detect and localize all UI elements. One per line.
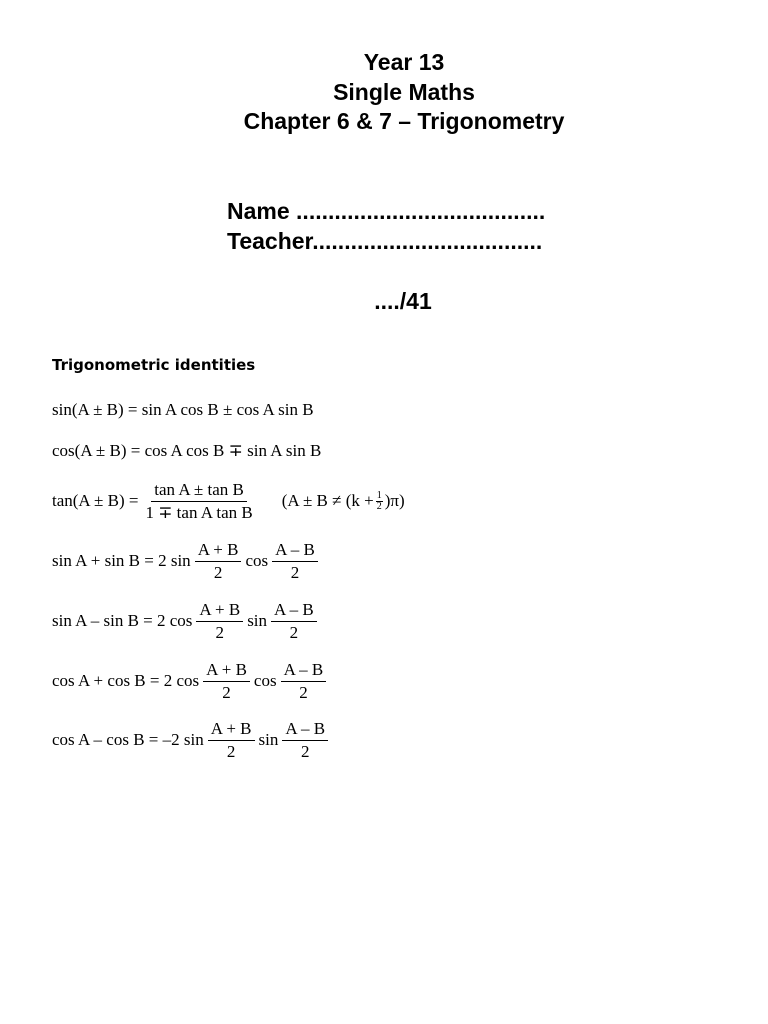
chapter-title: Chapter 6 & 7 – Trigonometry — [243, 108, 565, 134]
sinA-minus-sinB-lhs: sin A – sin B = 2 cos — [52, 611, 193, 630]
sin-compound-text: sin(A ± B) = sin A cos B ± cos A sin B — [52, 400, 314, 419]
half-diff-denominator: 2 — [299, 682, 308, 702]
half-diff-fraction — [271, 600, 317, 643]
half-sum-denominator: 2 — [215, 622, 225, 642]
cosA-minus-cosB-identity — [52, 715, 332, 765]
score-total: ..../41 — [374, 288, 432, 314]
identities-heading: Trigonometric identities — [52, 356, 256, 374]
sinA-minus-sinB-mid: sin — [247, 611, 268, 630]
half-sum-fraction — [203, 660, 250, 703]
teacher-field: Teacher.................................... — [227, 228, 543, 254]
half-sum-fraction — [208, 719, 255, 762]
tan-condition-half — [376, 491, 383, 512]
half-sum-fraction — [196, 600, 243, 643]
cosA-plus-cosB-mid: cos — [253, 671, 277, 690]
cos-compound-text: cos(A ± B) = cos A cos B ∓ sin A sin B — [52, 441, 322, 460]
tan-condition-pre: (A ± B ≠ (k + — [281, 491, 374, 510]
tan-compound-denominator: 1 ∓ tan A tan B — [145, 502, 253, 522]
half-diff-numerator: A – B — [281, 660, 327, 682]
year-title: Year 13 — [363, 49, 445, 75]
half-sum-denominator: 2 — [226, 741, 236, 761]
cosA-plus-cosB-identity — [52, 656, 330, 706]
sinA-plus-sinB-identity — [52, 536, 322, 586]
half-sum-denominator: 2 — [222, 682, 231, 702]
half-sum-numerator: A + B — [196, 600, 243, 622]
half-numerator: 1 — [376, 489, 382, 501]
half-diff-denominator: 2 — [300, 741, 310, 761]
sinA-minus-sinB-identity — [52, 596, 321, 646]
half-diff-denominator: 2 — [289, 622, 299, 642]
tan-compound-numerator: tan A ± tan B — [151, 480, 247, 502]
half-sum-numerator: A + B — [208, 719, 255, 741]
sin-compound-identity — [52, 398, 314, 422]
tan-compound-fraction — [142, 480, 255, 523]
half-diff-fraction — [282, 719, 328, 762]
tan-compound-identity — [52, 476, 405, 526]
cosA-plus-cosB-lhs: cos A + cos B = 2 cos — [52, 671, 200, 690]
cosA-minus-cosB-lhs: cos A – cos B = –2 sin — [52, 730, 204, 749]
half-sum-numerator: A + B — [195, 540, 242, 562]
sinA-plus-sinB-mid: cos — [245, 551, 269, 570]
sinA-plus-sinB-lhs: sin A + sin B = 2 sin — [52, 551, 191, 570]
half-sum-denominator: 2 — [213, 562, 223, 582]
half-diff-fraction — [281, 660, 327, 703]
cos-compound-identity — [52, 439, 321, 463]
half-diff-numerator: A – B — [271, 600, 317, 622]
half-denominator: 2 — [376, 500, 382, 512]
cosA-minus-cosB-mid: sin — [258, 730, 279, 749]
half-sum-numerator: A + B — [203, 660, 250, 682]
half-diff-numerator: A – B — [272, 540, 318, 562]
half-diff-denominator: 2 — [290, 562, 300, 582]
half-sum-fraction — [195, 540, 242, 583]
course-title: Single Maths — [333, 79, 475, 105]
tan-compound-lhs: tan(A ± B) = — [52, 491, 139, 510]
tan-condition-post: )π) — [384, 491, 405, 510]
name-field: Name ....................................... — [227, 198, 546, 224]
half-diff-numerator: A – B — [282, 719, 328, 741]
half-diff-fraction — [272, 540, 318, 583]
